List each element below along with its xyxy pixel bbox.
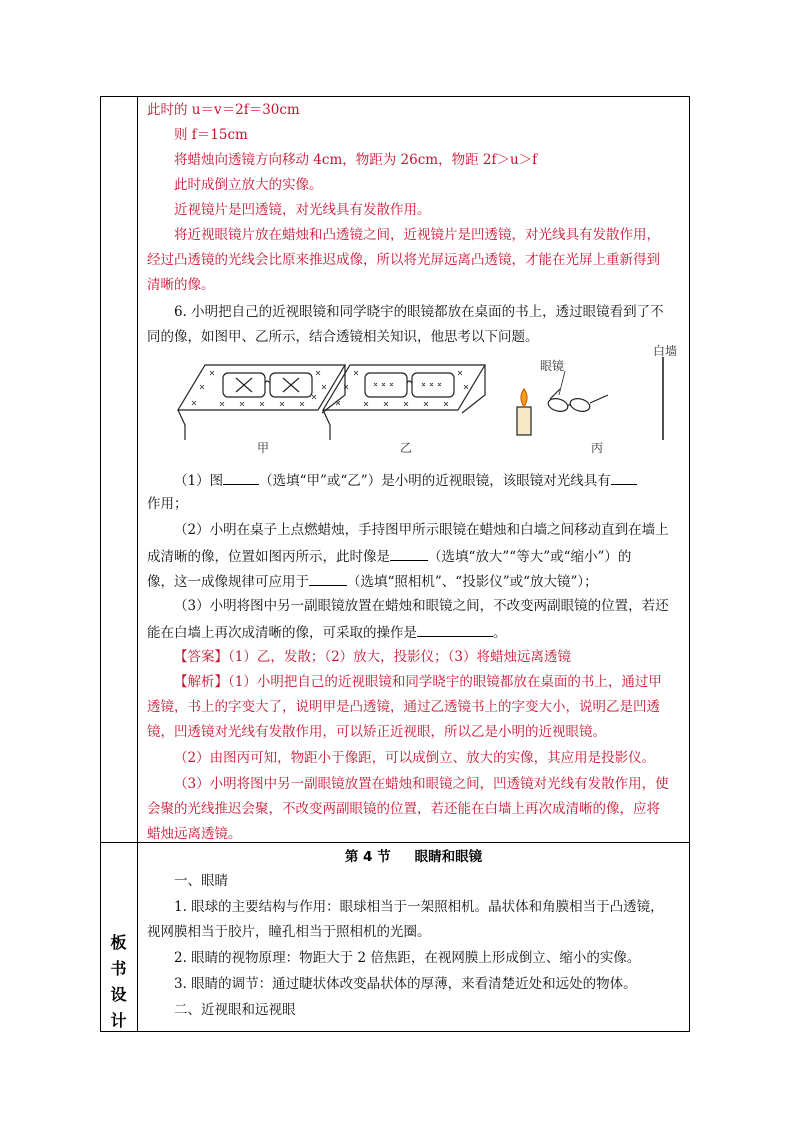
analysis-line-5: （3）小明将图中另一副眼镜放置在蜡烛和眼镜之间，凹透镜对光线有发散作用，使 — [174, 776, 669, 792]
answer-line-8: 清晰的像。 — [147, 277, 215, 293]
analysis-line-4: （2）由图丙可知，物距小于像距，可以成倒立、放大的实像，其应用是投影仪。 — [174, 750, 656, 766]
question-6-part-3-line-2: 能在白墙上再次成清晰的像，可采取的操作是 。 — [147, 622, 507, 642]
lens-figure — [140, 345, 690, 460]
answer-line-3: 将蜡烛向透镜方向移动 4cm，物距为 26cm，物距 2f＞u＞f — [174, 152, 538, 168]
figure-bing — [517, 357, 663, 440]
answer-line-7: 经过凸透镜的光线会比原来推迟成像，所以将光屏远离凸透镜，才能在光屏上重新得到 — [147, 252, 660, 268]
answer-blank-4[interactable] — [309, 571, 347, 586]
question-6-part-1-end: 作用； — [147, 496, 188, 512]
answer-blank-1[interactable] — [223, 470, 259, 485]
board-heading-1: 一、眼睛 — [174, 873, 228, 889]
answer-blank-3[interactable] — [390, 546, 428, 561]
section-title — [137, 848, 690, 866]
section-number: 第 4 节 — [344, 849, 391, 865]
board-point-2: 2. 眼睛的视物原理：物距大于 2 倍焦距，在视网膜上形成倒立、缩小的实像。 — [174, 950, 641, 966]
question-6-part-2-line-3: 像，这一成像规律可应用于 （选填“照相机”、“投影仪”或“放大镜”）； — [147, 571, 598, 591]
answer-line-2: 则 f＝15cm — [174, 127, 248, 143]
figure-yi — [323, 365, 485, 440]
answer-line-6: 将近视眼镜片放在蜡烛和凸透镜之间，近视镜片是凹透镜，对光线具有发散作用， — [174, 227, 660, 243]
analysis-line-7: 蜡烛远离透镜。 — [147, 826, 242, 842]
analysis-line-3: 镜，凹透镜对光线有发散作用，可以矫正近视眼，所以乙是小明的近视眼镜。 — [147, 724, 606, 740]
analysis-line-2: 透镜，书上的字变大了，说明甲是凸透镜，通过乙透镜书上的字变大小，说明乙是凹透 — [147, 699, 660, 715]
question-6-answer: 【答案】（1）乙，发散；（2）放大，投影仪；（3）将蜡烛远离透镜 — [174, 649, 572, 665]
answer-line-5: 近视镜片是凹透镜，对光线具有发散作用。 — [174, 202, 431, 218]
board-point-1-line-1: 1. 眼球的主要结构与作用：眼球相当于一架照相机。晶状体和角膜相当于凸透镜， — [174, 899, 664, 915]
analysis-line-1: 【解析】（1）小明把自己的近视眼镜和同学晓宇的眼镜都放在桌面的书上，通过甲 — [174, 674, 662, 690]
board-point-1-line-2: 视网膜相当于胶片，瞳孔相当于照相机的光圈。 — [147, 924, 431, 940]
board-design-label: 板 书 设 计 — [110, 933, 127, 1030]
answer-blank-2[interactable] — [611, 470, 637, 485]
board-heading-2: 二、近视眼和远视眼 — [174, 1002, 296, 1018]
figure-label-glasses: 眼镜 — [540, 359, 565, 373]
figure-jia — [178, 365, 345, 440]
question-6-part-2-line-1: （2）小明在桌子上点燃蜡烛，手持图甲所示眼镜在蜡烛和白墙之间移动直到在墙上 — [174, 522, 669, 538]
answer-line-4: 此时成倒立放大的实像。 — [174, 177, 323, 193]
analysis-line-6: 会聚的光线推迟会聚，不改变两副眼镜的位置，若还能在白墙上再次成清晰的像，应将 — [147, 801, 660, 817]
section-name: 眼睛和眼镜 — [414, 849, 483, 865]
column-divider — [137, 96, 138, 1032]
figure-label-jia: 甲 — [257, 441, 270, 455]
question-6-intro-2: 同的像，如图甲、乙所示，结合透镜相关知识，他思考以下问题。 — [147, 329, 539, 345]
board-point-3: 3. 眼睛的调节：通过睫状体改变晶状体的厚薄，来看清楚近处和远处的物体。 — [174, 976, 637, 992]
question-6-part-1: （1）图 （选填“甲”或“乙”）是小明的近视眼镜，该眼镜对光线具有 — [174, 470, 637, 490]
figure-label-yi: 乙 — [400, 441, 413, 455]
figure-label-bing: 丙 — [591, 441, 604, 455]
answer-line-1: 此时的 u＝v＝2f＝30cm — [147, 102, 300, 118]
question-6-part-3-line-1: （3）小明将图中另一副眼镜放置在蜡烛和眼镜之间，不改变两副眼镜的位置，若还 — [174, 598, 669, 614]
answer-blank-5[interactable] — [417, 622, 493, 637]
figure-label-wall: 白墙 — [653, 345, 678, 358]
question-6-part-2-line-2: 成清晰的像，位置如图丙所示，此时像是 （选填“放大”“等大”或“缩小”）的 — [147, 546, 631, 566]
question-6-intro-1: 6. 小明把自己的近视眼镜和同学晓宇的眼镜都放在桌面的书上，透过眼镜看到了不 — [174, 304, 664, 320]
